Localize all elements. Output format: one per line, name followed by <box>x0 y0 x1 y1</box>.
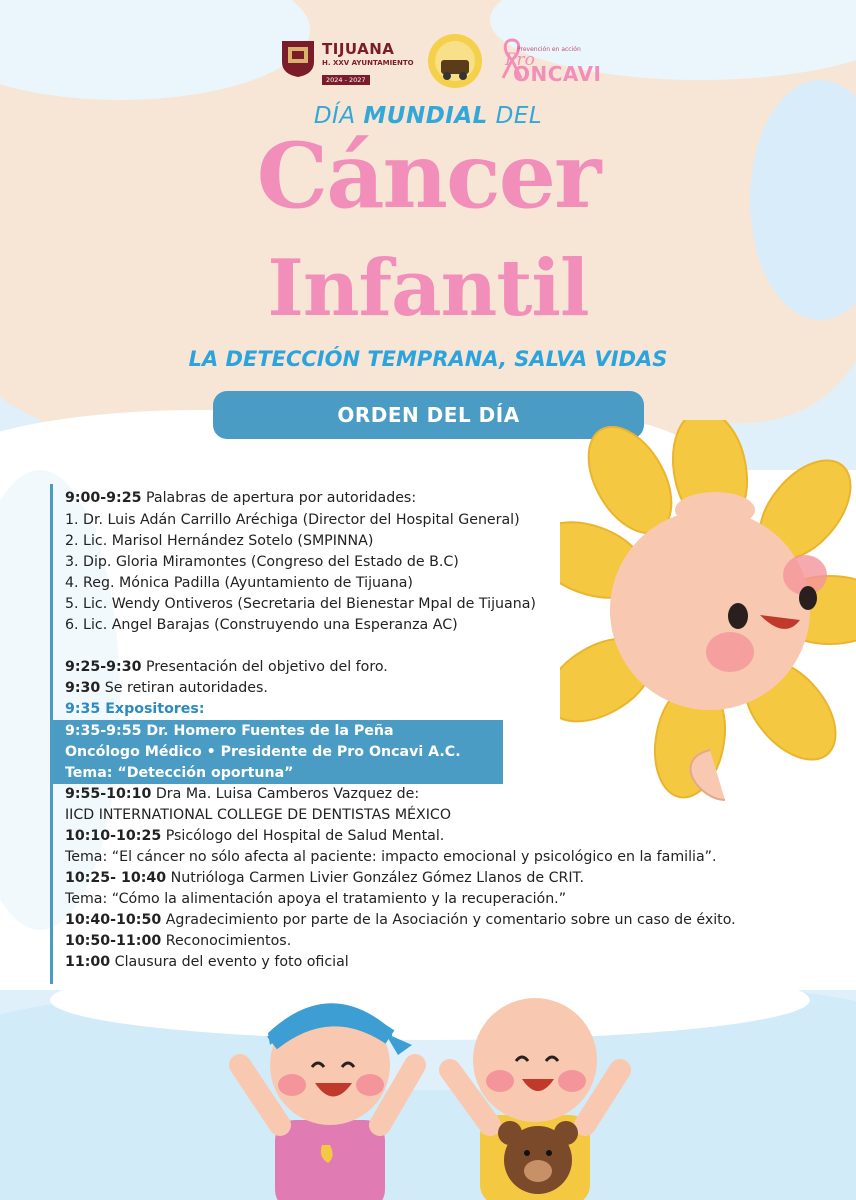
agenda <box>50 484 813 984</box>
agenda-time: 9:55-10:10 <box>65 786 152 802</box>
agenda-time: 10:10-10:25 <box>65 828 162 844</box>
agenda-text: Nutrióloga Carmen Livier González Gómez Llanos de CRIT. <box>166 870 585 886</box>
agenda-item <box>65 573 413 593</box>
tijuana-logo-name: TIJUANA <box>322 40 395 58</box>
subtitle: LA DETECCIÓN TEMPRANA, SALVA VIDAS <box>188 347 668 371</box>
agenda-item <box>65 721 394 741</box>
agenda-time: 9:25-9:30 <box>65 659 142 675</box>
agenda-item <box>65 805 451 825</box>
agenda-item <box>65 657 388 677</box>
agenda-text: Oncólogo Médico • Presidente de Pro Oncavi A.C. <box>65 744 461 760</box>
ngo-logo <box>425 32 485 90</box>
agenda-text: Palabras de apertura por autoridades: <box>141 490 417 506</box>
order-of-day-heading: ORDEN DEL DÍA <box>213 391 644 439</box>
agenda-item <box>65 868 584 888</box>
agenda-item <box>65 552 459 572</box>
agenda-item <box>65 889 566 909</box>
agenda-text: Agradecimiento por parte de la Asociación y comentario sobre un caso de éxito. <box>161 912 736 928</box>
agenda-text: Tema: “Cómo la alimentación apoya el tratamiento y la recuperación.” <box>65 891 567 907</box>
header-logos <box>0 30 856 90</box>
tijuana-logo-sub: H. XXV AYUNTAMIENTO <box>322 59 414 67</box>
pro-oncavi-logo <box>497 36 602 86</box>
title-infantil: Infantil <box>267 243 589 334</box>
agenda-text: Presentación del objetivo del foro. <box>141 659 388 675</box>
agenda-item <box>65 952 349 972</box>
agenda-text: Se retiran autoridades. <box>100 680 268 696</box>
agenda-text: Clausura del evento y foto oficial <box>110 954 349 970</box>
agenda-item <box>65 931 291 951</box>
agenda-text: 2. Lic. Marisol Hernández Sotelo (SMPINNA) <box>65 533 374 549</box>
agenda-text: Dr. Homero Fuentes de la Peña <box>141 723 394 739</box>
agenda-item <box>65 699 205 719</box>
title-dia-part2: MUNDIAL <box>363 103 488 129</box>
agenda-time: 9:00-9:25 <box>65 490 142 506</box>
agenda-item <box>65 910 736 930</box>
agenda-item <box>65 678 268 698</box>
tijuana-logo-years: 2024 - 2027 <box>322 75 370 85</box>
agenda-item <box>65 784 419 804</box>
agenda-text: Psicólogo del Hospital de Salud Mental. <box>161 828 445 844</box>
agenda-text: 1. Dr. Luis Adán Carrillo Aréchiga (Director del Hospital General) <box>65 512 520 528</box>
pro-oncavi-brand-name: ONCAVI <box>513 62 602 86</box>
agenda-item <box>65 510 520 530</box>
agenda-time: 10:40-10:50 <box>65 912 162 928</box>
title-dia-part3: DEL <box>487 103 543 129</box>
agenda-time: 11:00 <box>65 954 111 970</box>
agenda-text: Dra Ma. Luisa Camberos Vazquez de: <box>151 786 420 802</box>
tijuana-logo <box>322 40 414 86</box>
agenda-text: IICD INTERNATIONAL COLLEGE DE DENTISTAS MÉXICO <box>65 807 451 823</box>
agenda-time: 9:35-9:55 <box>65 723 142 739</box>
agenda-text: 6. Lic. Angel Barajas (Construyendo una Esperanza AC) <box>65 617 458 633</box>
pro-oncavi-tagline: Prevención en acción <box>517 46 581 53</box>
title-dia-part1: DÍA <box>313 103 364 129</box>
agenda-item <box>65 742 461 762</box>
agenda-time: 10:50-11:00 <box>65 933 162 949</box>
agenda-text: Tema: “El cáncer no sólo afecta al paciente: impacto emocional y psicológico en la familia”. <box>65 849 717 865</box>
agenda-time: 9:30 <box>65 680 101 696</box>
pro-oncavi-brand-pro: Pro <box>505 50 535 70</box>
agenda-time: 9:35 Expositores: <box>65 701 205 717</box>
agenda-time: 10:25- 10:40 <box>65 870 167 886</box>
agenda-text: Tema: “Detección oportuna” <box>65 765 294 781</box>
agenda-text: 5. Lic. Wendy Ontiveros (Secretaria del Bienestar Mpal de Tijuana) <box>65 596 536 612</box>
title-cancer: Cáncer <box>256 123 600 229</box>
agenda-item <box>65 488 416 508</box>
agenda-item <box>65 531 373 551</box>
agenda-item <box>65 594 536 614</box>
agenda-item <box>65 615 458 635</box>
agenda-item <box>65 763 294 783</box>
agenda-text: 3. Dip. Gloria Miramontes (Congreso del Estado de B.C) <box>65 554 459 570</box>
agenda-item <box>65 847 717 867</box>
children-illustration <box>200 985 640 1200</box>
agenda-text: 4. Reg. Mónica Padilla (Ayuntamiento de Tijuana) <box>65 575 413 591</box>
agenda-text: Reconocimientos. <box>161 933 292 949</box>
tijuana-shield-icon <box>279 38 317 78</box>
agenda-item <box>65 826 444 846</box>
